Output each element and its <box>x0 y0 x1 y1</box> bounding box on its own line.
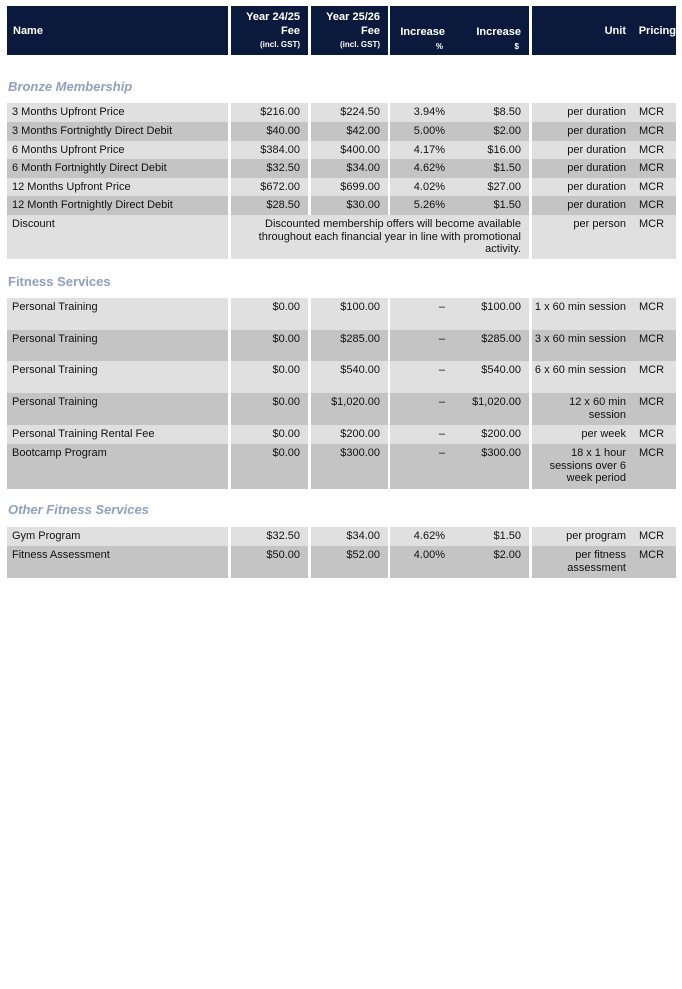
row-unit: per duration <box>532 141 634 159</box>
row-name: Bootcamp Program <box>7 444 228 489</box>
row-increase-pct: 3.94% <box>390 103 453 122</box>
header-increase-pct-cell <box>390 6 529 55</box>
discount-text: Discounted membership offers will become available throughout each financial year in line with promotional activity. <box>231 215 529 259</box>
row-increase-pct: 5.26% <box>390 196 453 215</box>
row-name: Personal Training <box>7 298 228 330</box>
discount-pricing: MCR <box>634 215 676 259</box>
row-increase-pct: – <box>390 393 453 425</box>
row-increase-pct: – <box>390 298 453 330</box>
row-name: Personal Training <box>7 361 228 393</box>
row-pricing: MCR <box>634 298 676 330</box>
row-pricing: MCR <box>634 159 676 178</box>
row-fee-2526: $285.00 <box>311 330 388 361</box>
section-title-bronze: Bronze Membership <box>8 79 133 94</box>
row-increase-pct: 4.17% <box>390 141 453 159</box>
row-name: Personal Training <box>7 393 228 425</box>
section-title-fitness: Fitness Services <box>8 274 111 289</box>
header-fee2425-line1: Year 24/25 <box>246 11 300 23</box>
row-fee-2425: $0.00 <box>231 330 308 361</box>
row-increase-dollar: $540.00 <box>453 361 529 393</box>
section-title-other: Other Fitness Services <box>8 502 149 517</box>
row-increase-dollar: $16.00 <box>453 141 529 159</box>
header-fee2425-line3: (incl. GST) <box>260 40 300 49</box>
row-increase-dollar: $300.00 <box>453 444 529 489</box>
row-increase-pct: 4.02% <box>390 178 453 196</box>
header-unit-label: Unit <box>604 25 626 37</box>
row-increase-dollar: $1.50 <box>453 527 529 546</box>
row-unit: 3 x 60 min session <box>532 330 634 361</box>
row-name: 12 Months Upfront Price <box>7 178 228 196</box>
row-increase-dollar: $200.00 <box>453 425 529 444</box>
row-fee-2526: $34.00 <box>311 527 388 546</box>
row-fee-2526: $52.00 <box>311 546 388 578</box>
row-increase-dollar: $2.00 <box>453 122 529 141</box>
row-fee-2526: $42.00 <box>311 122 388 141</box>
row-increase-dollar: $285.00 <box>453 330 529 361</box>
header-fee2526-line3: (incl. GST) <box>340 40 380 49</box>
row-name: Personal Training <box>7 330 228 361</box>
row-fee-2526: $34.00 <box>311 159 388 178</box>
row-fee-2425: $0.00 <box>231 393 308 425</box>
row-fee-2425: $32.50 <box>231 527 308 546</box>
row-increase-dollar: $100.00 <box>453 298 529 330</box>
row-pricing: MCR <box>634 393 676 425</box>
row-fee-2425: $0.00 <box>231 425 308 444</box>
row-fee-2425: $384.00 <box>231 141 308 159</box>
row-fee-2526: $300.00 <box>311 444 388 489</box>
row-pricing: MCR <box>634 122 676 141</box>
header-pricing-label: Pricing <box>638 25 676 37</box>
row-fee-2425: $216.00 <box>231 103 308 122</box>
row-increase-pct: – <box>390 330 453 361</box>
header-fee2425-cell <box>231 6 308 55</box>
row-increase-dollar: $1.50 <box>453 196 529 215</box>
row-name: 6 Months Upfront Price <box>7 141 228 159</box>
header-increase-pct-label: Increase <box>400 26 445 38</box>
row-unit: per duration <box>532 122 634 141</box>
row-increase-dollar: $8.50 <box>453 103 529 122</box>
row-unit: per duration <box>532 103 634 122</box>
row-unit: 12 x 60 min session <box>532 393 634 425</box>
row-fee-2425: $0.00 <box>231 298 308 330</box>
row-increase-pct: 4.00% <box>390 546 453 578</box>
row-increase-pct: – <box>390 444 453 489</box>
row-name: 6 Month Fortnightly Direct Debit <box>7 159 228 178</box>
header-increase-dollar-label: Increase <box>476 26 521 38</box>
row-name: Gym Program <box>7 527 228 546</box>
row-unit: 6 x 60 min session <box>532 361 634 393</box>
row-fee-2526: $30.00 <box>311 196 388 215</box>
row-fee-2425: $0.00 <box>231 444 308 489</box>
header-name-cell <box>7 6 228 55</box>
row-name: Personal Training Rental Fee <box>7 425 228 444</box>
row-increase-pct: – <box>390 361 453 393</box>
header-increase-dollar-part <box>453 6 529 55</box>
row-unit: per fitness assessment <box>532 546 634 578</box>
row-increase-dollar: $1.50 <box>453 159 529 178</box>
row-pricing: MCR <box>634 444 676 489</box>
row-fee-2425: $32.50 <box>231 159 308 178</box>
row-increase-dollar: $1,020.00 <box>453 393 529 425</box>
header-increase-dollar-sub: $ <box>514 42 519 51</box>
row-fee-2425: $40.00 <box>231 122 308 141</box>
row-increase-pct: 4.62% <box>390 159 453 178</box>
row-unit: per duration <box>532 196 634 215</box>
row-fee-2526: $699.00 <box>311 178 388 196</box>
row-unit: per week <box>532 425 634 444</box>
row-pricing: MCR <box>634 361 676 393</box>
row-name: Fitness Assessment <box>7 546 228 578</box>
discount-unit: per person <box>532 215 634 259</box>
row-unit: 1 x 60 min session <box>532 298 634 330</box>
row-pricing: MCR <box>634 141 676 159</box>
header-increase-pct-part <box>390 6 453 55</box>
row-increase-pct: – <box>390 425 453 444</box>
row-fee-2425: $0.00 <box>231 361 308 393</box>
row-name: 3 Months Upfront Price <box>7 103 228 122</box>
header-fee2526-line1: Year 25/26 <box>326 11 380 23</box>
header-unit-cell <box>532 6 676 55</box>
header-fee2526-cell <box>311 6 388 55</box>
row-unit: 18 x 1 hour sessions over 6 week period <box>532 444 634 489</box>
row-increase-pct: 4.62% <box>390 527 453 546</box>
row-unit: per duration <box>532 159 634 178</box>
row-pricing: MCR <box>634 178 676 196</box>
row-fee-2526: $540.00 <box>311 361 388 393</box>
row-name: 3 Months Fortnightly Direct Debit <box>7 122 228 141</box>
row-pricing: MCR <box>634 527 676 546</box>
row-increase-dollar: $27.00 <box>453 178 529 196</box>
row-pricing: MCR <box>634 196 676 215</box>
row-increase-dollar: $2.00 <box>453 546 529 578</box>
row-pricing: MCR <box>634 425 676 444</box>
row-fee-2526: $200.00 <box>311 425 388 444</box>
row-fee-2425: $672.00 <box>231 178 308 196</box>
row-fee-2526: $1,020.00 <box>311 393 388 425</box>
discount-name: Discount <box>7 215 228 259</box>
row-pricing: MCR <box>634 103 676 122</box>
header-fee2425-line2: Fee <box>281 25 300 37</box>
row-fee-2425: $50.00 <box>231 546 308 578</box>
row-pricing: MCR <box>634 330 676 361</box>
row-pricing: MCR <box>634 546 676 578</box>
row-fee-2526: $224.50 <box>311 103 388 122</box>
row-unit: per duration <box>532 178 634 196</box>
header-fee2526-line2: Fee <box>361 25 380 37</box>
row-name: 12 Month Fortnightly Direct Debit <box>7 196 228 215</box>
header-increase-pct-sub: % <box>435 42 443 51</box>
row-fee-2526: $100.00 <box>311 298 388 330</box>
row-unit: per program <box>532 527 634 546</box>
row-increase-pct: 5.00% <box>390 122 453 141</box>
row-fee-2526: $400.00 <box>311 141 388 159</box>
header-name-label: Name <box>13 25 43 37</box>
row-fee-2425: $28.50 <box>231 196 308 215</box>
